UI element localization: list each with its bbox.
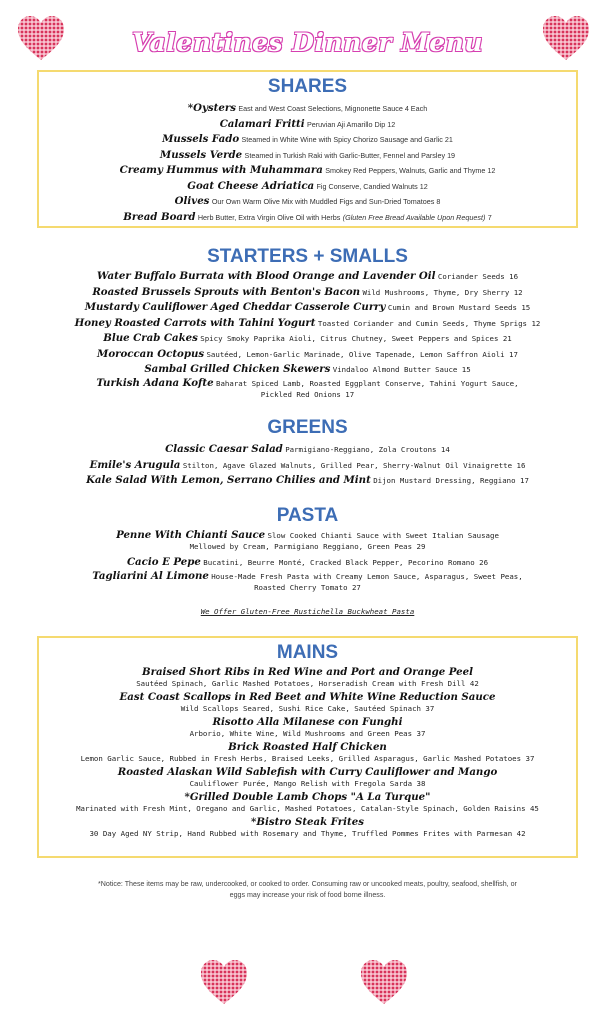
- item-name: Cacio E Pepe: [126, 556, 201, 568]
- menu-item: [0, 179, 615, 195]
- menu-item: [0, 210, 615, 226]
- heart-icon: [199, 958, 249, 1008]
- item-desc-note: (Gluten Free Bread Available Upon Request): [342, 212, 486, 222]
- menu-item: [0, 555, 615, 571]
- item-desc: Coriander Seeds 16: [437, 272, 519, 281]
- item-desc: Our Own Warm Olive Mix with Muddled Figs and Sun-Dried Tomatoes 8: [211, 197, 441, 206]
- item-name: Emile's Arugula: [89, 458, 181, 471]
- item-name: Roasted Alaskan Wild Sablefish with Curry Cauliflower and Mango: [117, 766, 498, 778]
- menu-item: [0, 316, 615, 332]
- item-name: Classic Caesar Salad: [165, 443, 283, 455]
- item-desc: Sautéed Spinach, Garlic Mashed Potatoes, Horseradish Cream with Fresh Dill 42: [136, 679, 479, 688]
- item-name: Mustardy Cauliflower Aged Cheddar Casserole Curry: [84, 301, 386, 313]
- item-name: *Oysters: [187, 102, 236, 114]
- item-desc: Peruvian Aji Amarillo Dip 12: [307, 119, 396, 129]
- heart-icon: [359, 958, 409, 1008]
- item-name: *Grilled Double Lamb Chops "A La Turque": [184, 791, 431, 803]
- item-desc: Roasted Cherry Tomato 27: [254, 582, 361, 592]
- gluten-free-note: We Offer Gluten-Free Rustichella Buckwheat Pasta: [200, 606, 415, 616]
- menu-item: [0, 792, 615, 814]
- menu-item: [0, 378, 615, 400]
- menu-item: [0, 132, 615, 148]
- item-name: Goat Cheese Adriatica: [187, 179, 315, 192]
- item-name: Kale Salad With Lemon, Serrano Chilies and Mint: [86, 474, 371, 486]
- section-heading: PASTA: [276, 505, 339, 526]
- item-name: Mussels Fado: [162, 133, 240, 145]
- item-desc: Baharat Spiced Lamb, Roasted Eggplant Conserve, Tahini Yogurt Sauce,: [216, 378, 519, 388]
- item-desc: Wild Mushrooms, Thyme, Dry Sherry 12: [362, 287, 523, 297]
- item-desc: Stilton, Agave Glazed Walnuts, Grilled Pear, Sherry-Walnut Oil Vinaigrette 16: [182, 460, 526, 470]
- item-desc: Sautéed, Lemon-Garlic Marinade, Olive Tapenade, Lemon Saffron Aioli 17: [206, 349, 518, 359]
- item-name: Water Buffalo Burrata with Blood Orange and Lavender Oil: [96, 270, 436, 282]
- item-desc: Parmigiano-Reggiano, Zola Croutons 14: [285, 445, 450, 454]
- item-desc: Herb Butter, Extra Virgin Olive Oil with Herbs: [197, 212, 341, 222]
- item-desc: House-Made Fresh Pasta with Creamy Lemon Sauce, Asparagus, Sweet Peas,: [211, 571, 523, 581]
- menu-item: [0, 148, 615, 164]
- item-name: East Coast Scallops in Red Beet and White Wine Reduction Sauce: [119, 691, 496, 703]
- shares-section: [0, 76, 615, 225]
- item-name: Olives: [174, 195, 210, 207]
- pasta-section: [0, 505, 615, 616]
- notice-line: eggs may increase your risk of food borne illness.: [229, 891, 386, 899]
- menu-item: [0, 767, 615, 789]
- menu-item: [0, 347, 615, 363]
- item-name: *Bistro Steak Frites: [251, 816, 364, 828]
- menu-item: [0, 667, 615, 689]
- menu-item: [0, 717, 615, 739]
- item-name: Calamari Fritti: [219, 117, 305, 130]
- item-desc: Spicy Smoky Paprika Aioli, Citrus Chutney, Sweet Peppers and Spices 21: [200, 334, 512, 343]
- item-name: Blue Crab Cakes: [103, 332, 198, 344]
- item-price: 7: [487, 212, 492, 222]
- menu-item: [0, 331, 615, 347]
- item-name: Roasted Brussels Sprouts with Benton's Bacon: [92, 285, 361, 298]
- item-desc: Marinated with Fresh Mint, Oregano and Garlic, Mashed Potatoes, Catalan-Style Spinach, Golden Raisins 45: [76, 804, 539, 813]
- section-heading: GREENS: [267, 417, 348, 438]
- menu-item: [0, 117, 615, 133]
- item-desc: Dijon Mustard Dressing, Reggiano 17: [373, 476, 529, 485]
- item-name: Sambal Grilled Chicken Skewers: [144, 363, 331, 375]
- menu-item: [0, 473, 615, 489]
- item-name: Mussels Verde: [159, 148, 243, 161]
- greens-section: [0, 417, 615, 489]
- mains-section: [0, 642, 615, 839]
- menu-item: [0, 163, 615, 179]
- item-desc: Pickled Red Onions 17: [260, 389, 355, 399]
- item-desc: Steamed in White Wine with Spicy Chorizo Sausage and Garlic 21: [241, 135, 453, 144]
- item-desc: Lemon Garlic Sauce, Rubbed in Fresh Herbs, Braised Leeks, Grilled Asparagus, Garlic Mashed Potatoes 37: [80, 754, 535, 763]
- page-title: Valentines Dinner Menu: [131, 28, 484, 57]
- item-desc: Cumin and Brown Mustard Seeds 15: [387, 303, 531, 312]
- item-desc: Slow Cooked Chianti Sauce with Sweet Italian Sausage: [267, 531, 499, 540]
- menu-item: [0, 442, 615, 458]
- item-desc: Smokey Red Peppers, Walnuts, Garlic and Thyme 12: [325, 166, 496, 175]
- item-desc: 30 Day Aged NY Strip, Hand Rubbed with Rosemary and Thyme, Truffled Pommes Frites with Parmesan 42: [89, 829, 526, 838]
- section-heading: SHARES: [267, 76, 348, 97]
- food-safety-notice: [60, 879, 555, 901]
- menu-item: [0, 285, 615, 301]
- item-desc: Steamed in Turkish Raki with Garlic-Butter, Fennel and Parsley 19: [244, 150, 456, 160]
- notice-line: *Notice: These items may be raw, undercooked, or cooked to order. Consuming raw or uncooked meats, poultry, seafood, shellfish, or: [98, 880, 517, 888]
- item-name: Honey Roasted Carrots with Tahini Yogurt: [74, 316, 316, 329]
- menu-item: [0, 571, 615, 593]
- section-heading: STARTERS + SMALLS: [207, 246, 408, 267]
- item-desc: East and West Coast Selections, Mignonette Sauce 4 Each: [238, 104, 428, 113]
- item-name: Turkish Adana Kofte: [96, 376, 214, 389]
- menu-item: [0, 101, 615, 117]
- item-desc: Wild Scallops Seared, Sushi Rice Cake, Sautéed Spinach 37: [180, 704, 435, 713]
- item-desc: Bucatini, Beurre Monté, Cracked Black Pepper, Pecorino Romano 26: [203, 558, 489, 567]
- item-name: Creamy Hummus with Muhammara: [119, 164, 323, 176]
- item-name: Braised Short Ribs in Red Wine and Port and Orange Peel: [141, 666, 474, 678]
- item-name: Risotto Alla Milanese con Funghi: [212, 716, 403, 728]
- menu-item: [0, 458, 615, 474]
- section-heading: MAINS: [276, 642, 339, 663]
- item-desc: Fig Conserve, Candied Walnuts 12: [316, 181, 428, 191]
- item-name: Bread Board: [123, 210, 196, 223]
- item-name: Tagliarini Al Limone: [92, 569, 209, 582]
- menu-item: [0, 530, 615, 552]
- item-desc: Cauliflower Purée, Mango Relish with Fregola Sarda 38: [189, 779, 426, 788]
- menu-item: [0, 300, 615, 316]
- item-name: Brick Roasted Half Chicken: [228, 741, 387, 753]
- starters-section: [0, 246, 615, 400]
- item-name: Moroccan Octopus: [97, 347, 205, 360]
- item-desc: Vindaloo Almond Butter Sauce 15: [332, 365, 471, 374]
- menu-item: [0, 742, 615, 764]
- item-desc: Toasted Coriander and Cumin Seeds, Thyme Sprigs 12: [317, 318, 541, 328]
- menu-item: [0, 362, 615, 378]
- menu-item: [0, 692, 615, 714]
- menu-item: [0, 269, 615, 285]
- menu-item: [0, 194, 615, 210]
- menu-item: [0, 817, 615, 839]
- item-name: Penne With Chianti Sauce: [116, 529, 266, 541]
- item-desc: Mellowed by Cream, Parmigiano Reggiano, Green Peas 29: [189, 542, 426, 551]
- item-desc: Arborio, White Wine, Wild Mushrooms and Green Peas 37: [189, 729, 426, 738]
